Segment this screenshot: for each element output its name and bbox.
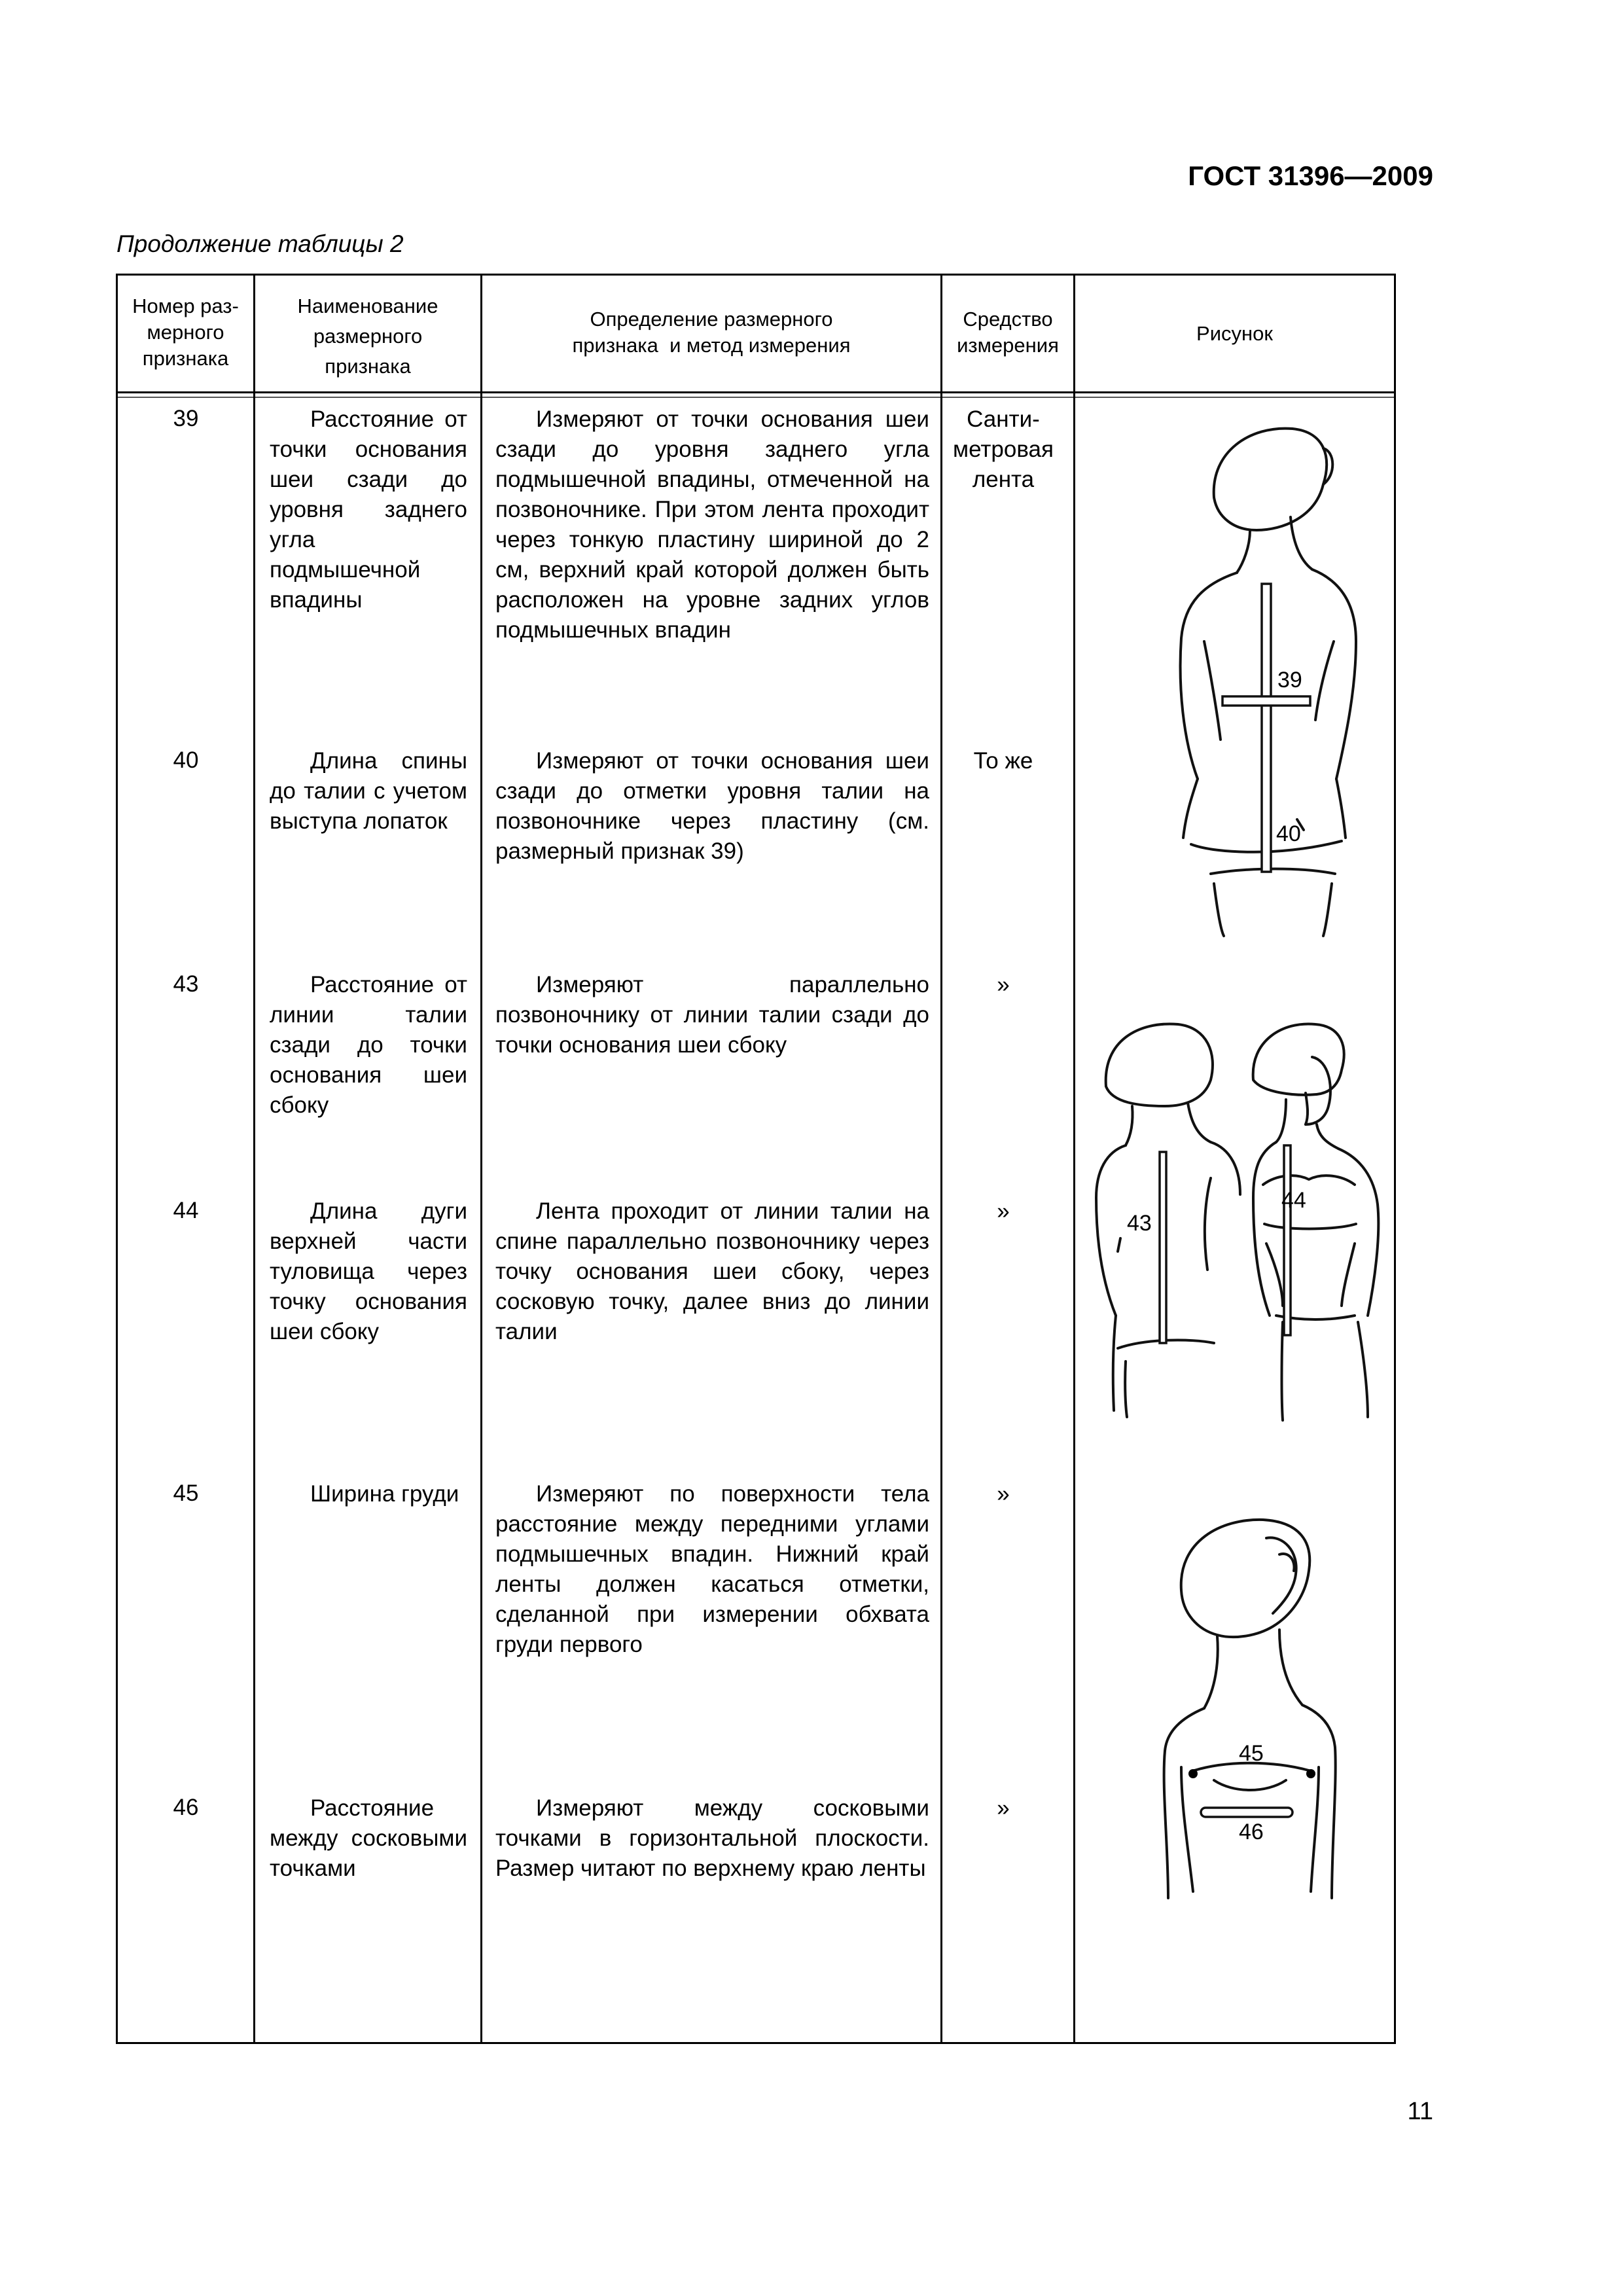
cell-name: Длина спины до талии с учетом выступа лопаток xyxy=(270,748,467,834)
cell-name: Расстояние от линии талии сзади до точки основания шеи сбоку xyxy=(270,972,467,1118)
table-border-top xyxy=(116,274,1396,276)
cell-definition: Лента проходит от линии талии на спине параллельно позвоночнику через точку основания шеи сбоку, через сосковую точку, далее вниз до линии талии xyxy=(495,1198,929,1344)
cell-name: Ширина груди xyxy=(310,1481,459,1507)
header-divider-secondary xyxy=(116,397,1396,398)
header-line: Определение размерного xyxy=(590,308,833,331)
tool-line: лента xyxy=(972,467,1035,492)
header-line: размерного xyxy=(313,325,423,348)
cell-tool: » xyxy=(997,1795,1010,1821)
cell-tool: » xyxy=(997,1481,1010,1507)
cell-name: Расстояние между сосковыми точками xyxy=(270,1795,467,1881)
table-border-left xyxy=(116,274,118,2044)
cell-tool: » xyxy=(997,972,1010,997)
page-number: 11 xyxy=(1407,2098,1433,2125)
column-divider-2 xyxy=(480,274,482,2044)
figure-back-view-39-40 xyxy=(1152,412,1374,936)
tool-line: Санти- xyxy=(967,406,1040,432)
cell-tool xyxy=(938,404,1069,495)
cell-definition: Измеряют от точки основания шеи сзади до отметки уровня талии на позвоночнике через пластину (см. размерный признак 39) xyxy=(495,748,929,864)
header-line: Средство xyxy=(963,308,1053,331)
document-code: ГОСТ 31396—2009 xyxy=(1188,160,1433,191)
tool-line: метровая xyxy=(953,437,1054,462)
header-line: признака и метод измерения xyxy=(572,334,851,357)
header-divider xyxy=(116,391,1396,393)
cell-name: Длина дуги верхней части туловища через точку основания шеи сбоку xyxy=(270,1198,467,1344)
cell-number: 44 xyxy=(173,1198,199,1223)
table-caption: Продолжение таблицы 2 xyxy=(116,230,404,257)
figure-label-39: 39 xyxy=(1277,668,1302,692)
header-definition xyxy=(482,306,940,359)
figure-label-46: 46 xyxy=(1239,1820,1264,1844)
cell-number: 46 xyxy=(173,1795,199,1820)
table-border-bottom xyxy=(116,2042,1396,2044)
cell-tool: То же xyxy=(973,748,1033,774)
column-divider-3 xyxy=(940,274,942,2044)
cell-number: 43 xyxy=(173,971,199,997)
table-border-right xyxy=(1394,274,1396,2044)
figure-label-43: 43 xyxy=(1127,1211,1152,1236)
column-divider-4 xyxy=(1073,274,1075,2044)
header-line: измерения xyxy=(957,334,1059,357)
cell-definition: Измеряют по поверхности тела расстояние между передними углами подмышечных впадин. Нижний край ленты должен касаться отметки, сделанной при измерении обхвата груди первого xyxy=(495,1481,929,1657)
cell-name: Расстояние от точки основания шеи сзади до уровня заднего угла подмышечной впадины xyxy=(270,406,467,613)
cell-definition: Измеряют от точки основания шеи сзади до уровня заднего угла подмышечной впадины, отмеченной на позвоночнике. При этом лента проходит через тонкую пластину шириной до 2 см, верхний край которой должен быть расположен на уровне задних углов подмышечных впадин xyxy=(495,406,929,643)
cell-definition: Измеряют между сосковыми точками в горизонтальной плоскости. Размер читают по верхнему краю ленты xyxy=(495,1795,929,1881)
header-line: признака xyxy=(325,355,411,378)
header-figure xyxy=(1075,321,1394,347)
cell-number: 45 xyxy=(173,1480,199,1506)
cell-definition: Измеряют параллельно позвоночнику от линии талии сзади до точки основания шеи сбоку xyxy=(495,972,929,1058)
figure-label-40: 40 xyxy=(1276,821,1301,846)
header-size-number xyxy=(118,293,253,372)
cell-number: 40 xyxy=(173,747,199,773)
figure-label-44: 44 xyxy=(1281,1188,1306,1213)
figure-label-45: 45 xyxy=(1239,1741,1264,1766)
cell-number: 39 xyxy=(173,406,199,431)
header-line: Номер раз- xyxy=(132,295,239,317)
header-tool xyxy=(942,306,1073,359)
cell-tool: » xyxy=(997,1198,1010,1224)
header-size-name xyxy=(255,291,480,382)
header-line: Рисунок xyxy=(1196,322,1273,345)
figure-back-front-views-43-44 xyxy=(1086,1008,1394,1420)
header-line: Наименование xyxy=(297,295,438,317)
header-line: признака xyxy=(142,347,229,370)
header-line: мерного xyxy=(147,321,224,344)
figure-chest-view-45-46 xyxy=(1142,1505,1364,1931)
column-divider-1 xyxy=(253,274,255,2044)
